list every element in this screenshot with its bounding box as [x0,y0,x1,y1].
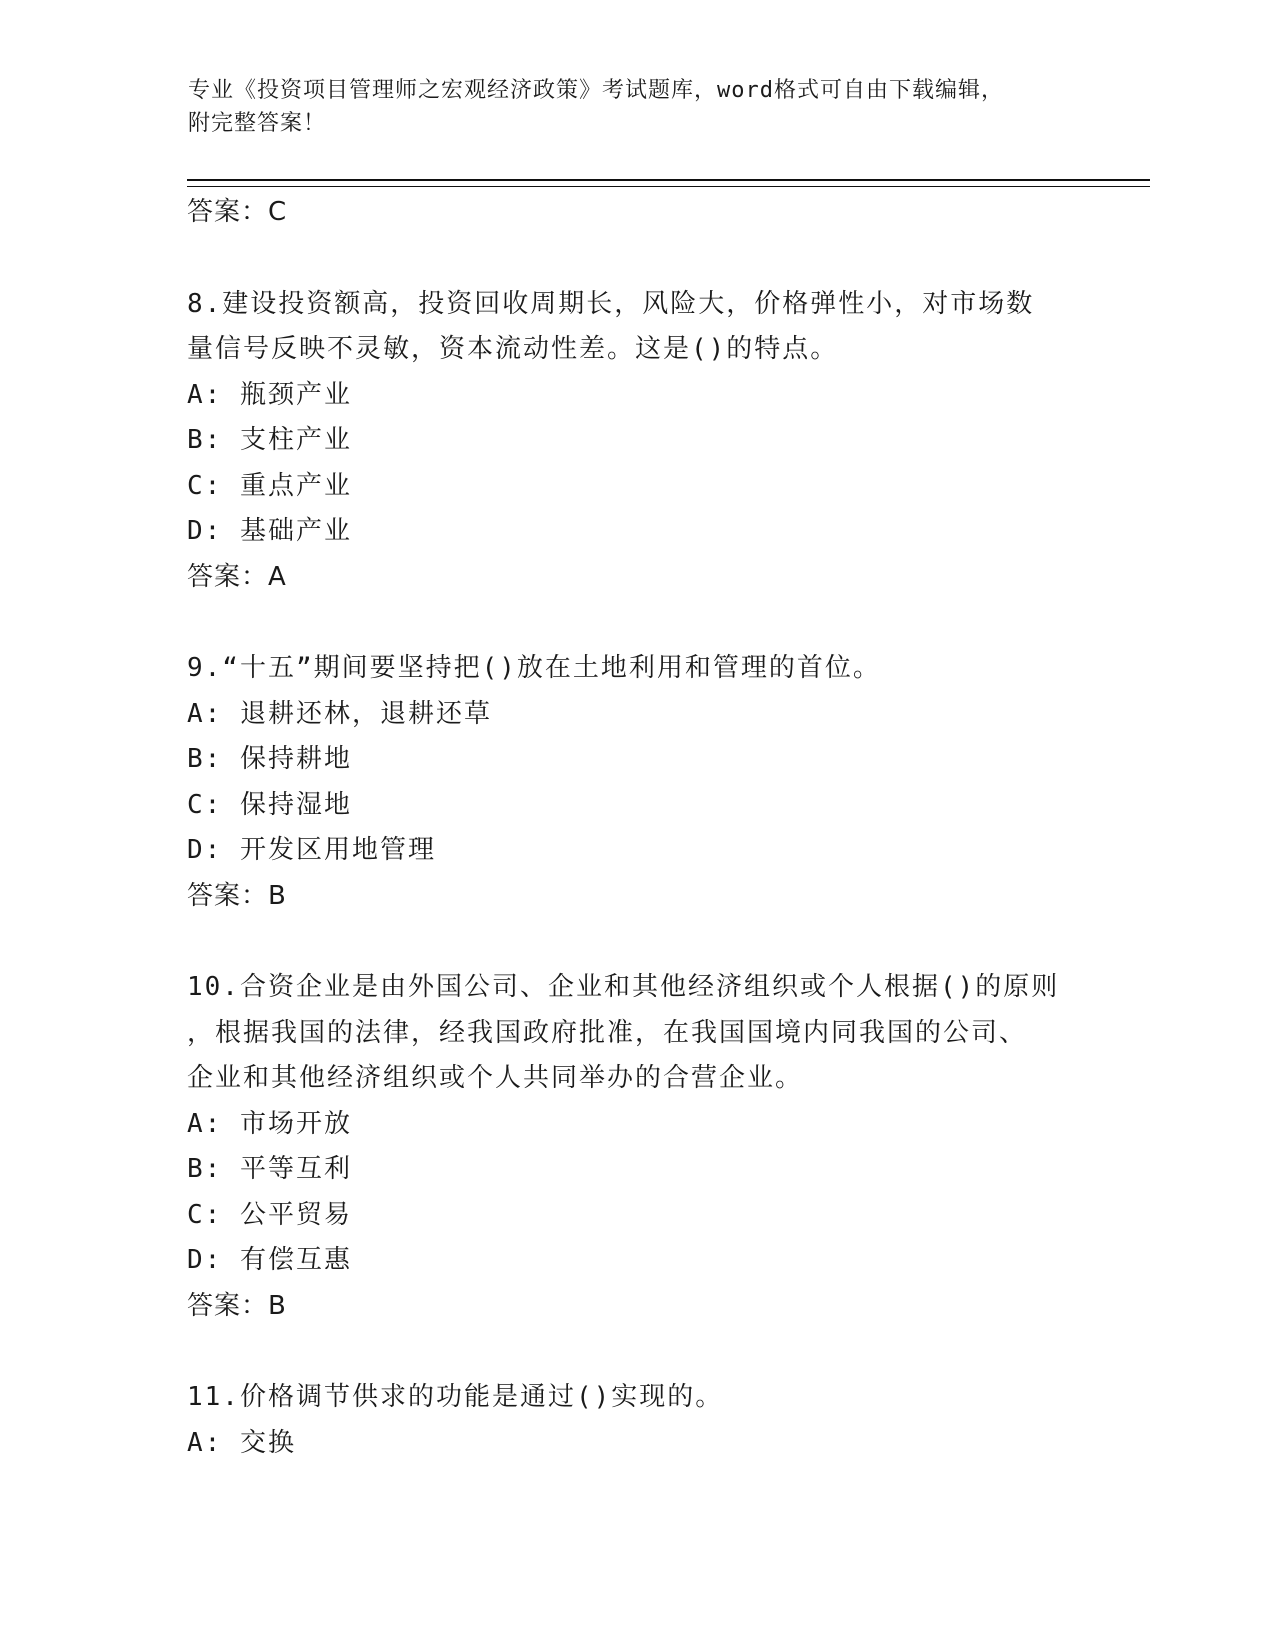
spacer [187,600,1087,646]
option-a: A: 交换 [187,1427,296,1458]
option-c: C: 保持湿地 [187,789,352,820]
answer-line: 答案：B [187,880,287,911]
option-a: A: 退耕还林，退耕还草 [187,698,492,729]
question-text: 11.价格调节供求的功能是通过()实现的。 [187,1382,724,1412]
option-a: A: 瓶颈产业 [187,379,352,410]
question-text: 9.“十五”期间要坚持把()放在土地利用和管理的首位。 [187,653,881,683]
option-d: D: 基础产业 [187,516,352,546]
question-8 [187,282,1087,601]
option-c: C: 公平贸易 [187,1199,352,1230]
question-text: ，根据我国的法律，经我国政府批准，在我国国境内同我国的公司、 [187,1017,1028,1048]
document-header [188,74,1088,140]
question-11 [187,1375,1087,1466]
question-9 [187,646,1087,919]
spacer [187,1329,1087,1375]
document-body [187,190,1087,1466]
spacer [187,236,1087,282]
answer-line: 答案：C [187,197,288,227]
question-10 [187,965,1087,1329]
question-text: 8.建设投资额高，投资回收周期长，风险大，价格弹性小，对市场数 [187,288,1035,319]
question-text: 量信号反映不灵敏，资本流动性差。这是()的特点。 [187,334,839,364]
option-a: A: 市场开放 [187,1108,352,1139]
option-b: B: 支柱产业 [187,425,352,455]
option-b: B: 保持耕地 [187,744,352,774]
header-divider [187,179,1150,187]
answer-line: 答案：A [187,561,287,592]
option-c: C: 重点产业 [187,470,352,501]
question-text: 企业和其他经济组织或个人共同举办的合营企业。 [187,1063,804,1093]
option-b: B: 平等互利 [187,1154,352,1184]
option-d: D: 有偿互惠 [187,1245,352,1275]
spacer [187,919,1087,965]
question-text: 10.合资企业是由外国公司、企业和其他经济组织或个人根据()的原则 [187,972,1060,1002]
answer-line: 答案：B [187,1290,287,1321]
header-line-1: 专业《投资项目管理师之宏观经济政策》考试题库，word格式可自由下载编辑， [188,78,1004,103]
option-d: D: 开发区用地管理 [187,835,436,865]
header-line-2: 附完整答案！ [188,111,327,136]
